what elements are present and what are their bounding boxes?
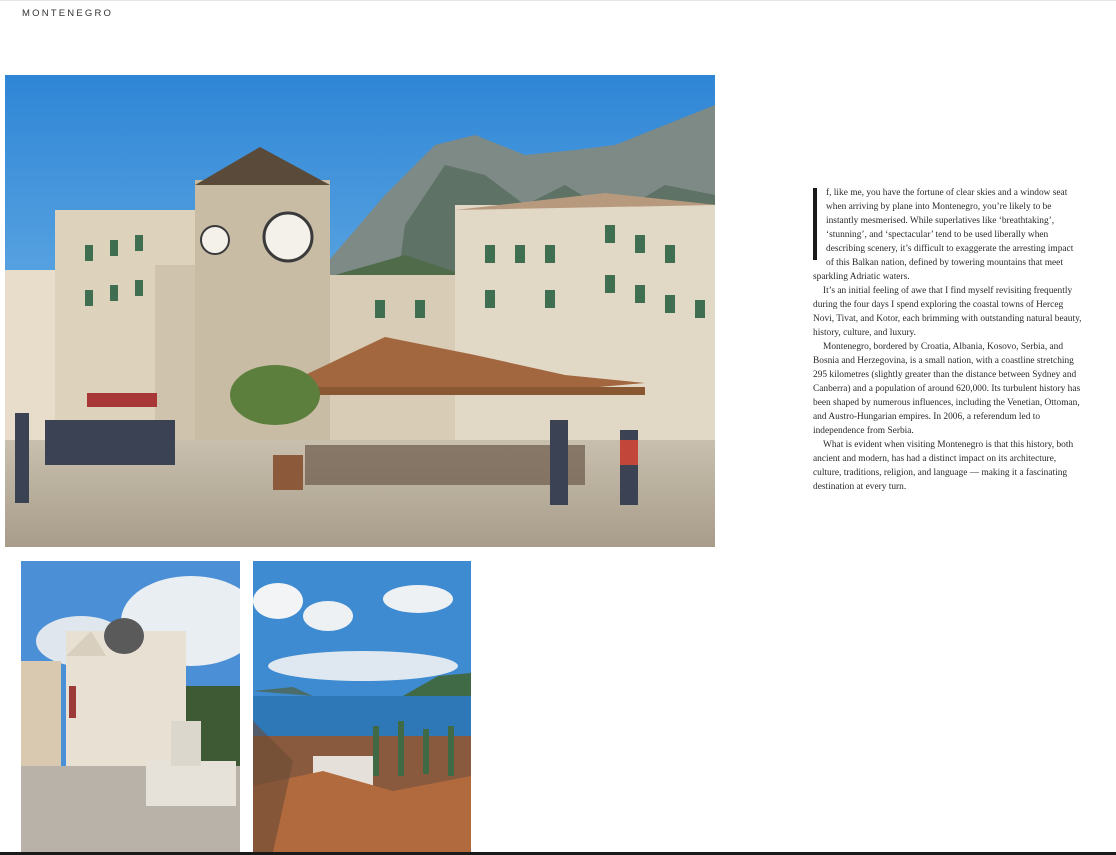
- paragraph-text: f, like me, you have the fortune of clear skies and a window seat when arriving by plane into Montenegro, you’re likely to be instantly mesmerised. While superlatives like ‘breathtaking’, ‘stunning’, and ‘spectacular’ tend to be used liberally when describing scenery, it’s difficult to exaggerate the arresting impact of this Balkan nation, defined by towering mountains that meet sparkling Adriatic waters.: [813, 188, 1074, 282]
- drop-cap-bar: [813, 188, 817, 260]
- church-photo: [21, 561, 240, 852]
- main-photo: [5, 75, 715, 547]
- article-paragraph-1: [813, 186, 1083, 284]
- article-paragraph-2: It’s an initial feeling of awe that I find myself revisiting frequently during the four days I spend exploring the coastal towns of Herceg Novi, Tivat, and Kotor, each brimming with outstanding natural beauty, history, culture, and luxury.: [813, 286, 1082, 338]
- article-paragraph-3: Montenegro, bordered by Croatia, Albania, Kosovo, Serbia, and Bosnia and Herzegovina, is a small nation, with a coastline stretching 295 kilometres (slightly greater than the distance between Sydney and Canberra) and a population of around 620,000. Its turbulent history has been shaped by numerous influences, including the Venetian, Ottoman, and Austro-Hungarian empires. In 2006, a referendum led to independence from Serbia.: [813, 342, 1081, 436]
- top-rule: [0, 0, 1116, 1]
- section-label: MONTENEGRO: [22, 8, 114, 19]
- bay-photo: [253, 561, 471, 852]
- article-body: [813, 186, 1083, 494]
- article-paragraph-4: What is evident when visiting Montenegro is that this history, both ancient and modern, has had a distinct impact on its architecture, culture, traditions, religion, and language — making it a fascinating destination at every turn.: [813, 440, 1074, 492]
